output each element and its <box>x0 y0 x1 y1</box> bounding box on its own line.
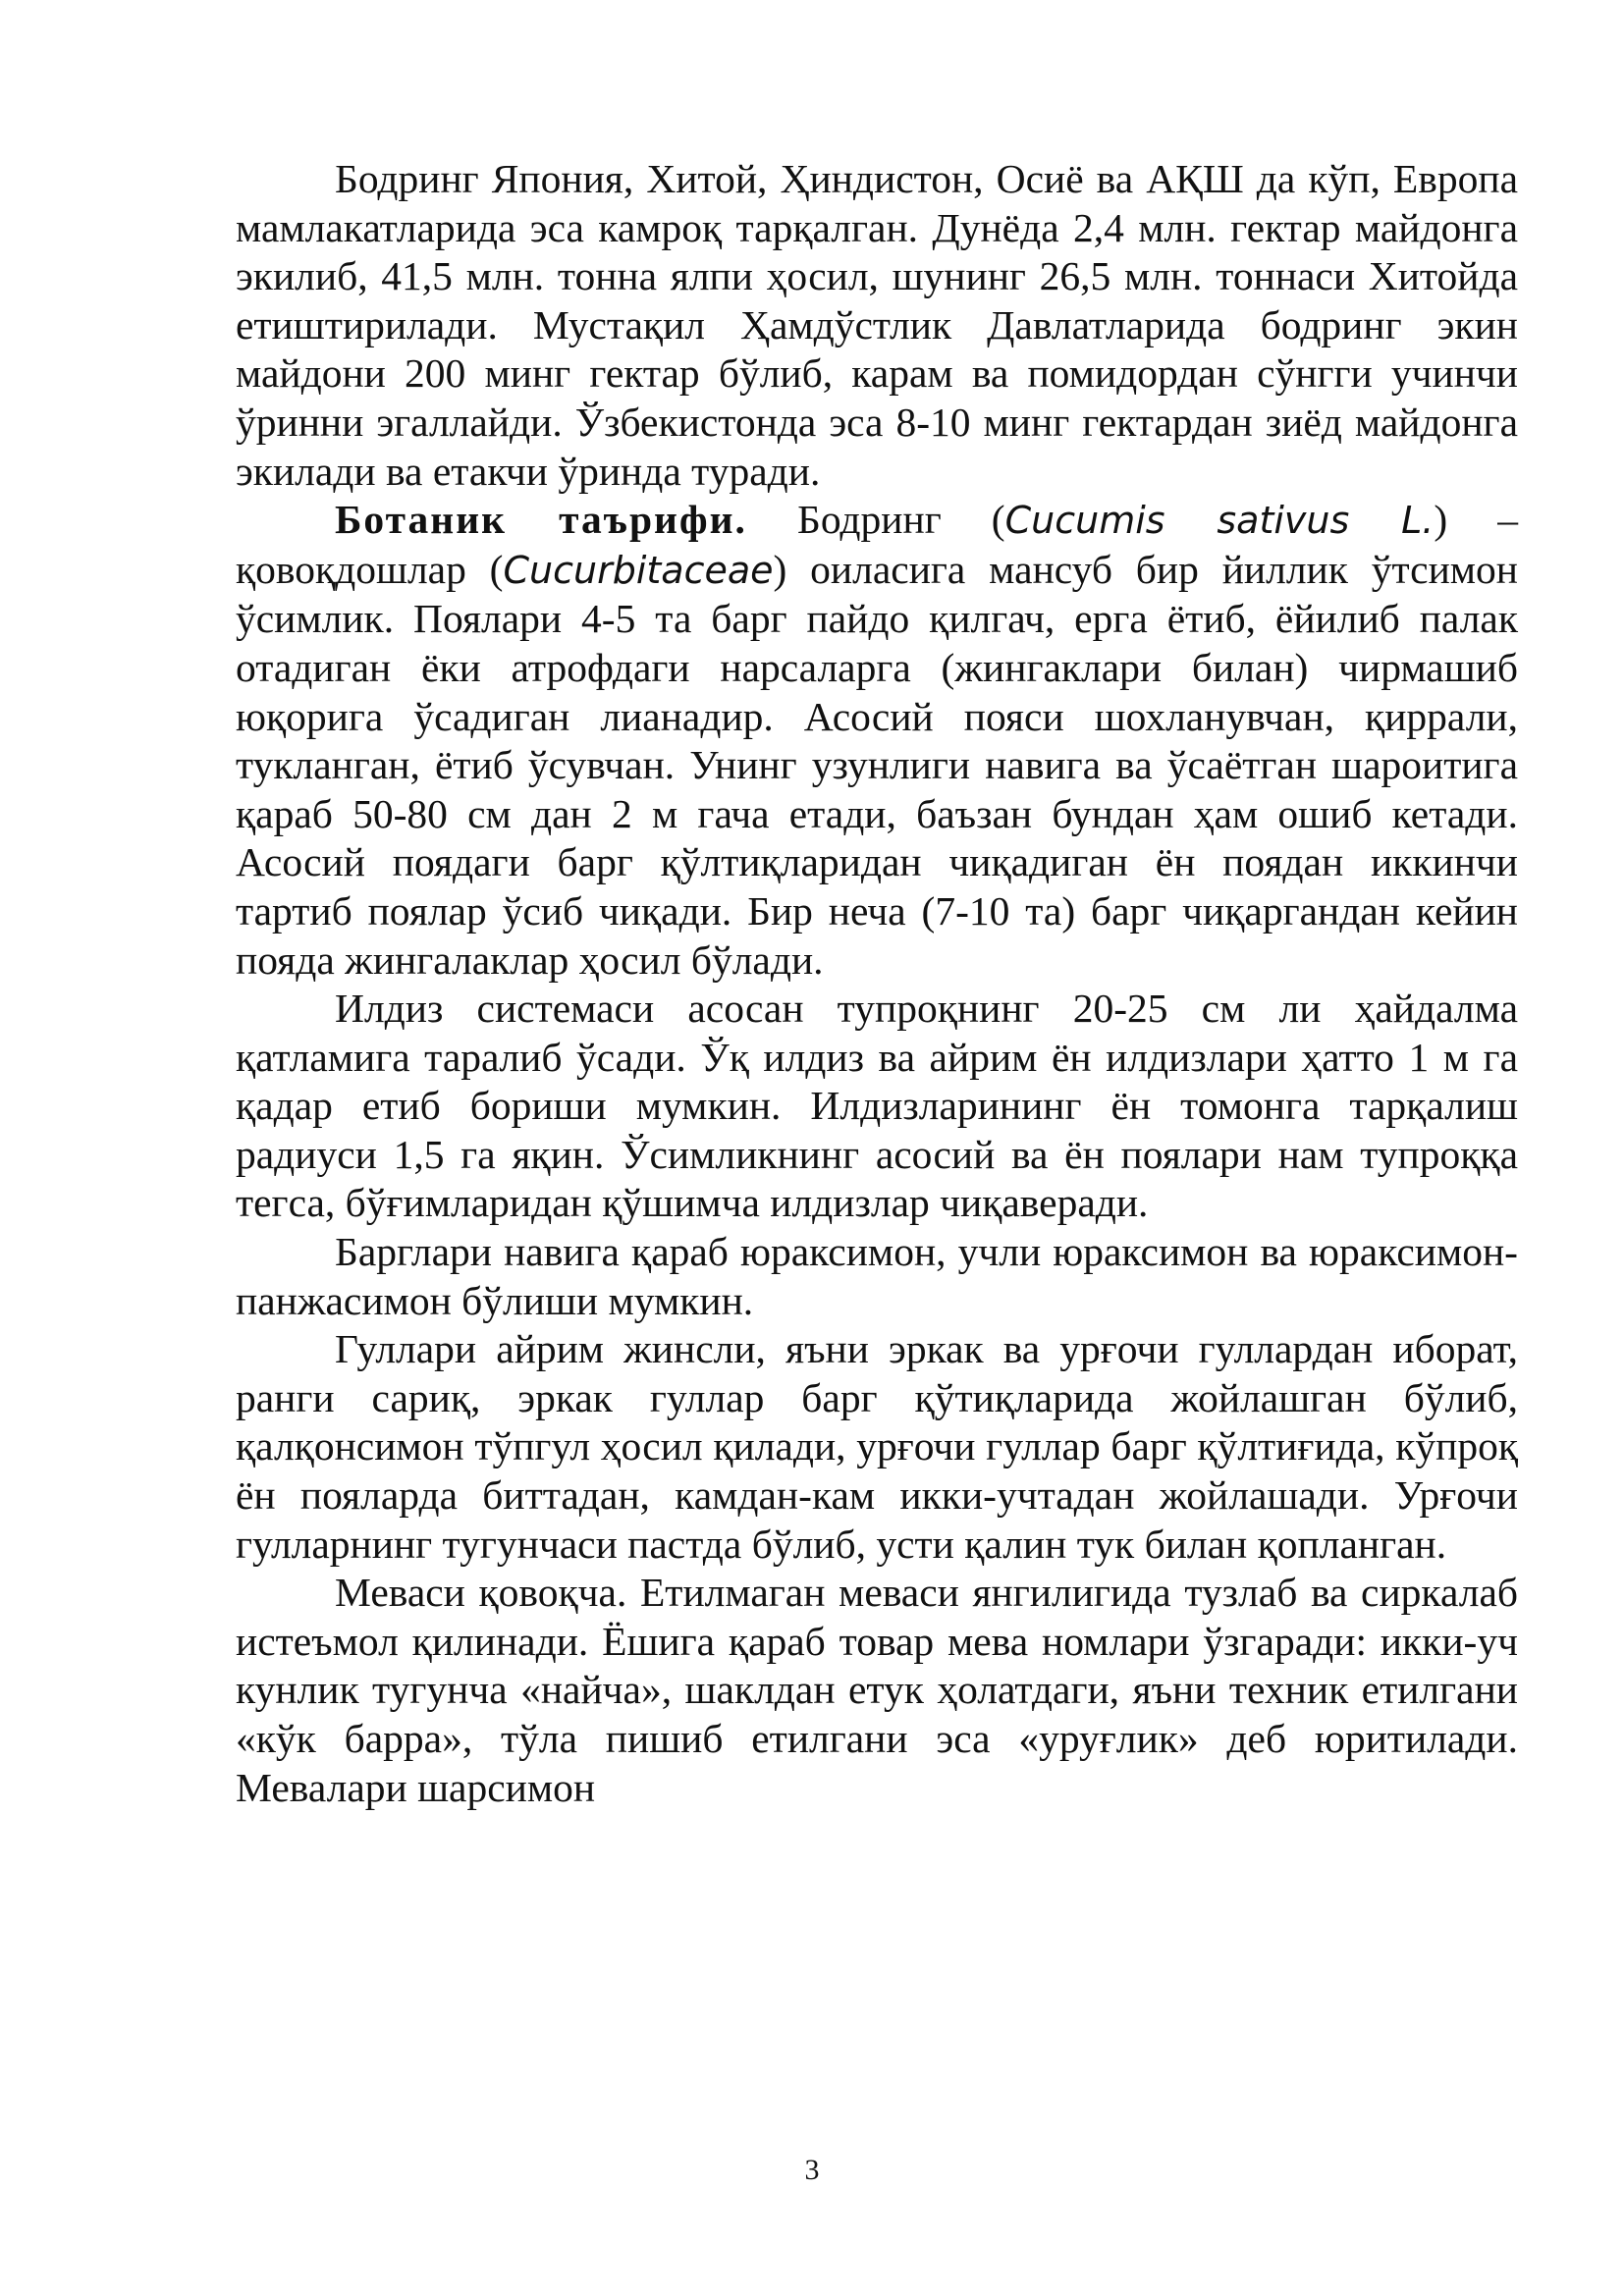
paragraph-leaves: Барглари навига қараб юраксимон, учли юраксимон ва юраксимон-панжасимон бўлиши мумкин. <box>236 1229 1518 1323</box>
botanical-text-b: ) – қовоқдошлар ( <box>236 497 1518 592</box>
document-page <box>236 155 1518 1812</box>
paragraph-root-system: Илдиз системаси асосан тупроқнинг 20-25 см ли ҳайдалма қатламига тарaлиб ўсади. Ўқ илдиз ва айрим ён илдизлари ҳатто 1 м га қадар етиб бориши мумкин. Илдизларининг ён томонга тарқалиш радиуси 1,5 га яқин. Ўсимликнинг асосий ва ён поялари нам тупроққа тегса, бўғимларидан қўшимча илдизлар чиқаверади. <box>236 986 1518 1226</box>
latin-name-family: Cucurbitaceae <box>503 548 774 592</box>
section-term-botanical: Ботаник таърифи. <box>335 497 747 543</box>
paragraph-distribution: Бодринг Япония, Хитой, Ҳиндистон, Осиё ва АҚШ да кўп, Европа мамлакатларида эса камроқ тарқалган. Дунёда 2,4 млн. гектар майдонга экилиб, 41,5 млн. тонна ялпи ҳосил, шунинг 26,5 млн. тоннаси Хитойда етиштирилади. Мустақил Ҳамдўстлик Давлатларида бодринг экин майдони 200 минг гектар бўлиб, карам ва помидордан сўнгги учинчи ўринни эгаллайди. Ўзбекистонда эса 8-10 минг гектардан зиёд майдонга экилади ва етакчи ўринда туради. <box>236 156 1518 494</box>
latin-name-species: Cucumis sativus L. <box>1004 499 1435 543</box>
page-number: 3 <box>804 2154 820 2186</box>
paragraph-botanical-description <box>236 496 1518 985</box>
paragraph-flowers: Гуллари айрим жинсли, яъни эркак ва урғочи гуллардан иборат, ранги сариқ, эркак гуллар барг қўтиқларида жойлашган бўлиб, қалқонсимон тўпгул ҳосил қилади, урғочи гуллар барг қўлтиғида, кўпроқ ён пояларда биттадан, камдан-кам икки-учтадан жойлашади. Урғочи гулларнинг тугунчаси пастда бўлиб, усти қалин тук билан қопланган. <box>236 1326 1518 1567</box>
paragraph-fruit: Меваси қовоқча. Етилмаган меваси янгилигида тузлаб ва сиркалаб истеъмол қилинади. Ёшига қараб товар мева номлари ўзгаради: икки-уч кунлик тугунча «найча», шаклдан етук ҳолатдаги, яъни техник етилгани «кўк барра», тўла пишиб етилгани эса «уруғлик» деб юритилади. Мевалари шарсимон <box>236 1570 1518 1810</box>
botanical-text-c: ) оиласига мансуб бир йиллик ўтсимон ўсимлик. Поялари 4-5 та барг пайдо қилгач, ерга ётиб, ёйилиб палак отадиган ёки атрофдаги нарсаларга (жингаклари билан) чирмашиб юқорига ўсадиган лианадир. Асосий пояси шохланувчан, қиррали, тукланган, ётиб ўсувчан. Унинг узунлиги навига ва ўсаётган шароитига қараб 50-80 см дан 2 м гача етади, баъзан бундан ҳам ошиб кетади. Асосий поядаги барг қўлтиқларидан чиқадиган ён поядан иккинчи тартиб поялар ўсиб чиқади. Бир неча (7-10 та) барг чиқаргандан кейин пояда жингалаклар ҳосил бўлади. <box>236 546 1518 983</box>
botanical-text-a: Бодринг ( <box>746 497 1005 543</box>
